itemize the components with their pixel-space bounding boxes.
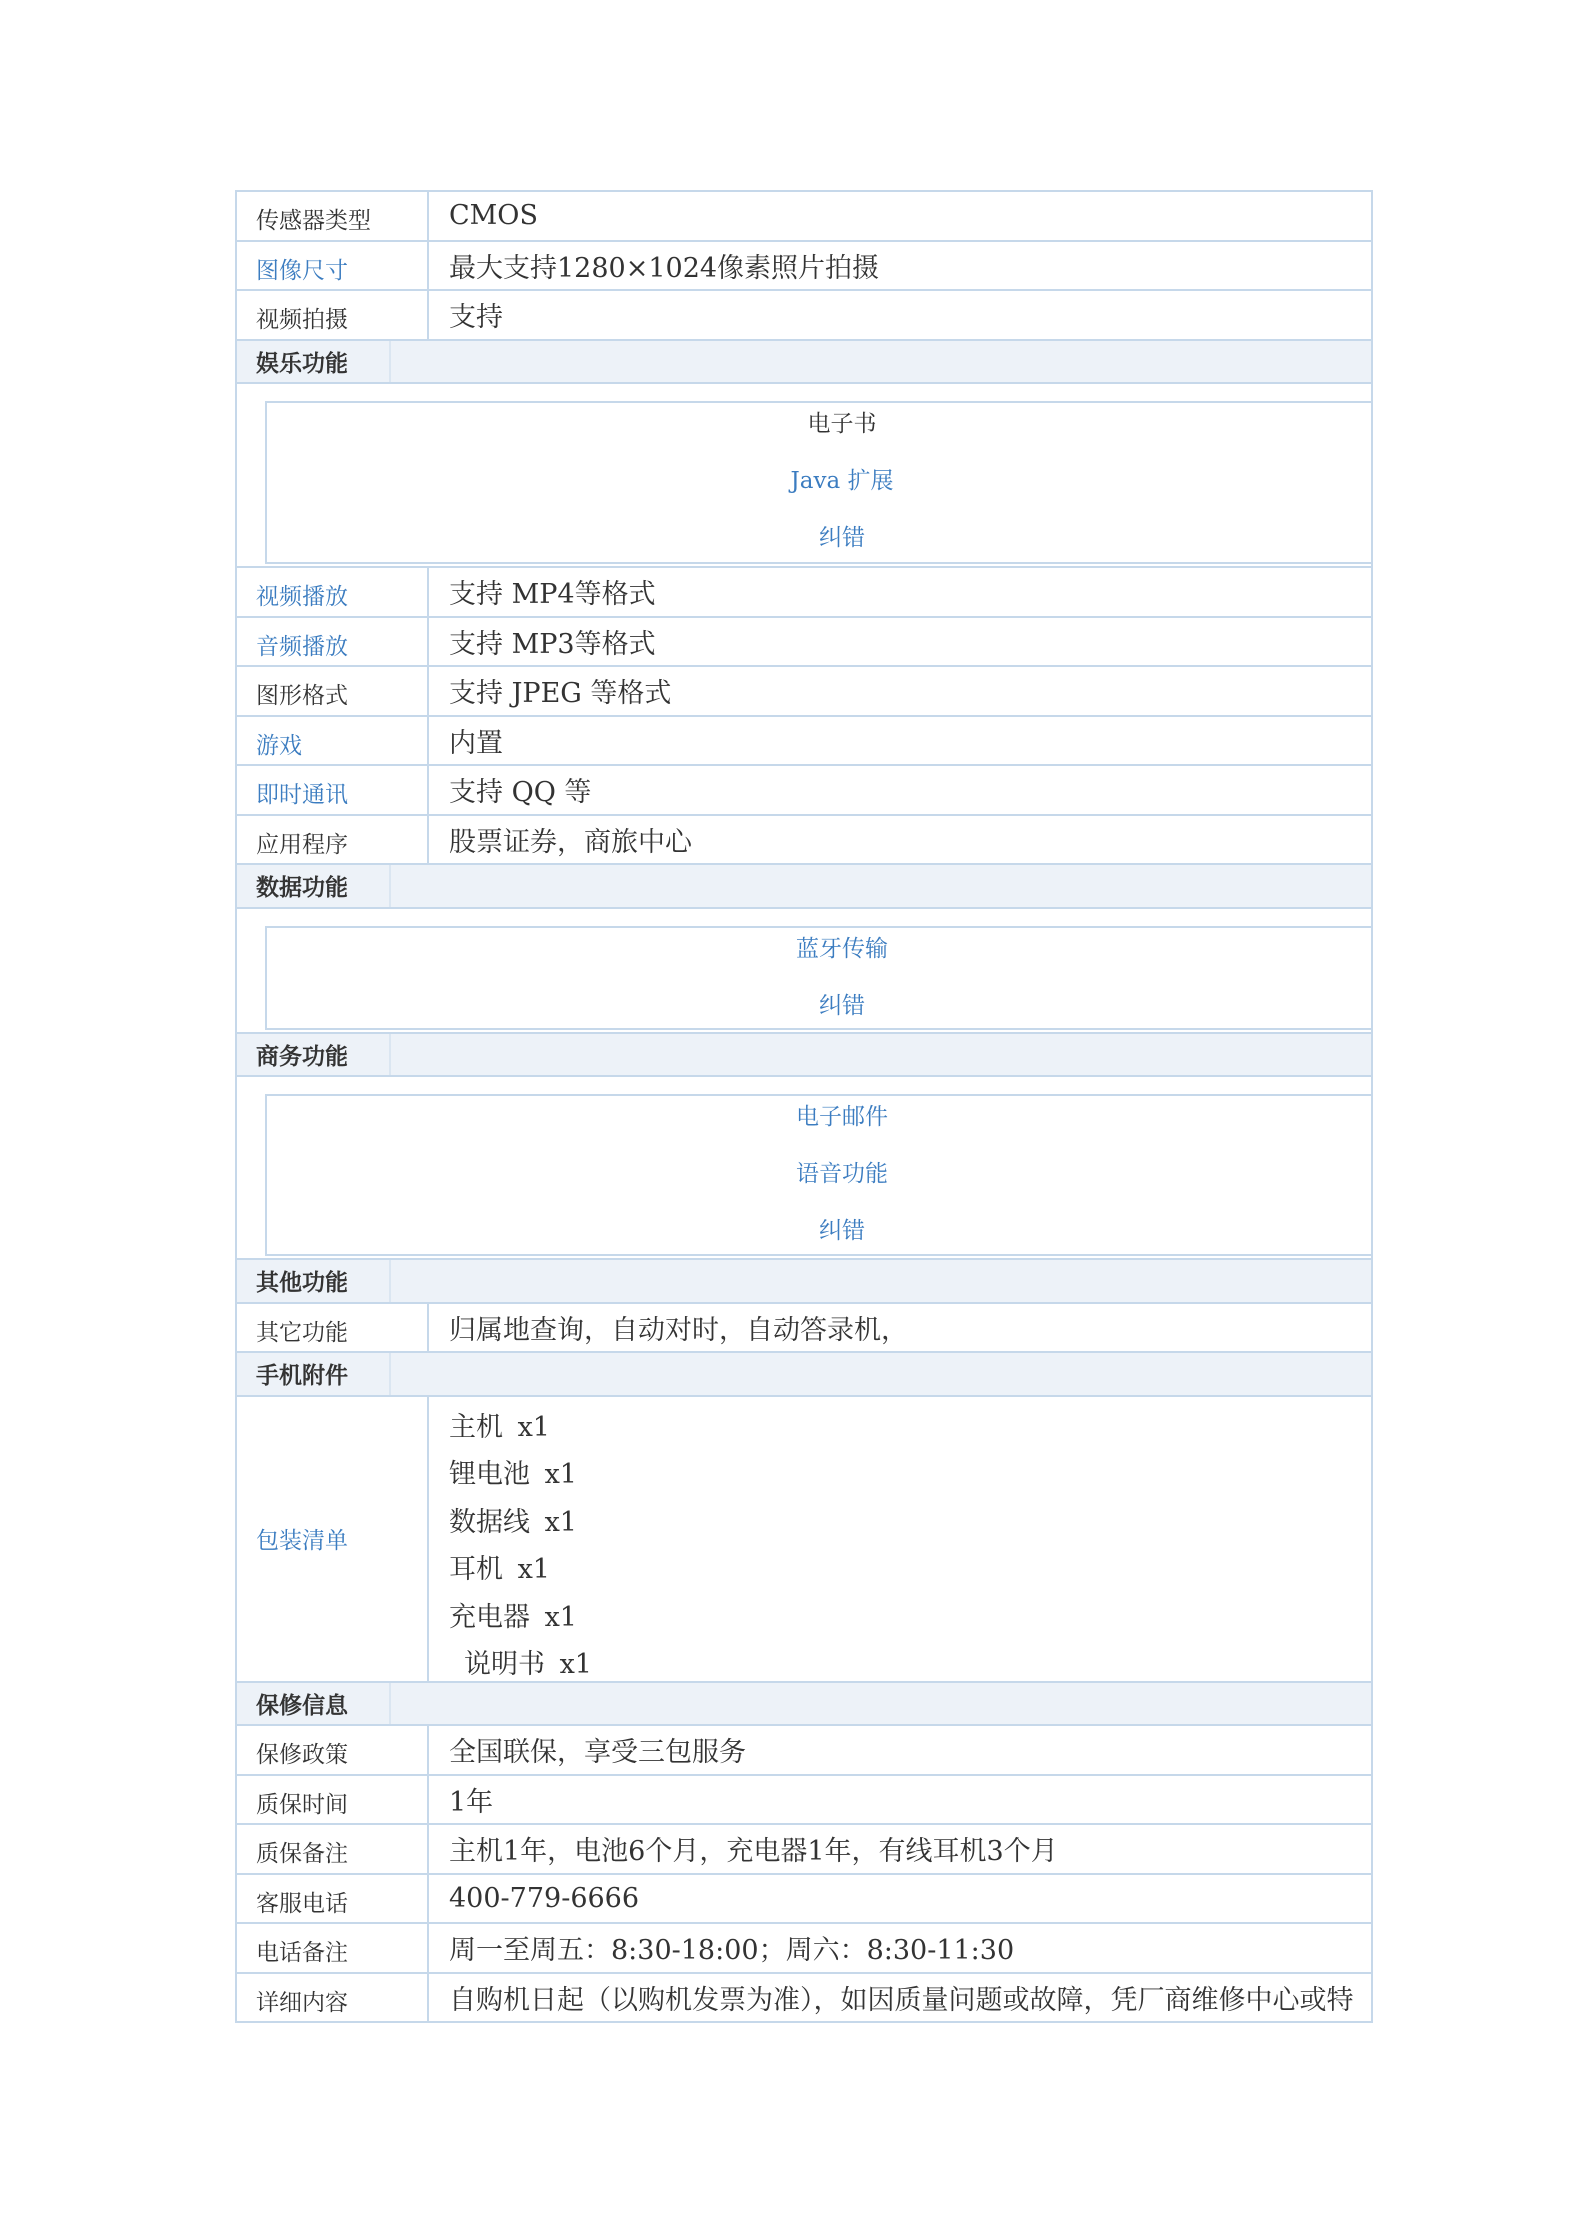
spec-row-phone-notes — [237, 1924, 1371, 1974]
spec-label: 详细内容 — [237, 1974, 429, 2022]
spec-value: 支持 JPEG 等格式 — [449, 678, 672, 710]
spec-label-link[interactable]: 视频播放 — [237, 568, 429, 616]
list-item: 充电器 x1 — [449, 1601, 577, 1633]
spec-row-instant-messaging — [237, 766, 1371, 816]
feature-link-java[interactable]: Java 扩展 — [790, 468, 894, 494]
spec-row-image-size — [237, 242, 1371, 292]
spec-row-details — [237, 1974, 1371, 2024]
spec-row-image-format — [237, 667, 1371, 717]
spec-row-video-playback — [237, 568, 1371, 618]
spec-row-warranty-policy — [237, 1726, 1371, 1776]
section-entertainment-features — [237, 384, 1371, 568]
spec-row-applications — [237, 816, 1371, 866]
spec-label: 传感器类型 — [237, 192, 429, 240]
spec-value: 支持 MP3等格式 — [449, 628, 656, 660]
spec-row-package-list — [237, 1397, 1371, 1683]
spec-label: 质保备注 — [237, 1825, 429, 1873]
spec-row-warranty-period — [237, 1776, 1371, 1826]
spec-value: 主机1年，电池6个月，充电器1年，有线耳机3个月 — [449, 1836, 1058, 1868]
feature-link-voice[interactable]: 语音功能 — [796, 1161, 888, 1187]
spec-label: 视频拍摄 — [237, 291, 429, 339]
spec-value: 支持 MP4等格式 — [449, 579, 656, 611]
spec-value: 内置 — [449, 727, 503, 759]
spec-value: 股票证券，商旅中心 — [449, 826, 692, 858]
feature-box — [265, 1094, 1371, 1256]
section-header-data — [237, 865, 1371, 909]
section-title: 娱乐功能 — [237, 341, 391, 383]
spec-value: 1年 — [449, 1786, 494, 1818]
list-item: 主机 x1 — [449, 1411, 550, 1443]
spec-row-other-features — [237, 1304, 1371, 1354]
spec-row-audio-playback — [237, 618, 1371, 668]
spec-row-sensor-type — [237, 192, 1371, 242]
spec-value: 全国联保，享受三包服务 — [449, 1737, 746, 1769]
package-list — [429, 1397, 1371, 1681]
spec-label-link[interactable]: 包装清单 — [237, 1397, 429, 1681]
section-header-accessories — [237, 1353, 1371, 1397]
spec-label-link[interactable]: 图像尺寸 — [237, 242, 429, 290]
list-item: 耳机 x1 — [449, 1554, 550, 1585]
section-title: 手机附件 — [237, 1353, 391, 1395]
spec-label: 电话备注 — [237, 1924, 429, 1972]
feature-link-bluetooth[interactable]: 蓝牙传输 — [796, 935, 888, 962]
spec-label-link[interactable]: 音频播放 — [237, 618, 429, 666]
spec-value: 400-779-6666 — [449, 1882, 640, 1914]
spec-label: 应用程序 — [237, 816, 429, 864]
spec-row-games — [237, 717, 1371, 767]
spec-label: 质保时间 — [237, 1776, 429, 1824]
spec-label: 图形格式 — [237, 667, 429, 715]
section-header-warranty — [237, 1683, 1371, 1727]
spec-label-link[interactable]: 游戏 — [237, 717, 429, 765]
correction-link[interactable]: 纠错 — [819, 1218, 865, 1244]
list-item: 锂电池 x1 — [449, 1459, 577, 1490]
spec-value: 最大支持1280×1024像素照片拍摄 — [449, 252, 880, 284]
section-title: 保修信息 — [237, 1683, 391, 1725]
spec-value: 周一至周五：8:30-18:00；周六：8:30-11:30 — [449, 1935, 1015, 1967]
spec-label: 其它功能 — [237, 1304, 429, 1352]
section-header-entertainment — [237, 341, 1371, 385]
section-business-features — [237, 1077, 1371, 1260]
spec-value: 归属地查询，自动对时，自动答录机， — [449, 1314, 908, 1346]
feature-link-email[interactable]: 电子邮件 — [796, 1104, 888, 1130]
spec-value: 支持 QQ 等 — [449, 777, 592, 809]
spec-value: 自购机日起（以购机发票为准），如因质量问题或故障，凭厂商维修中心或特 — [449, 1984, 1354, 2016]
section-title: 商务功能 — [237, 1034, 391, 1076]
spec-value: 支持 — [449, 302, 503, 334]
spec-value: CMOS — [449, 200, 538, 232]
list-item: 说明书 x1 — [464, 1649, 592, 1680]
spec-row-warranty-notes — [237, 1825, 1371, 1875]
section-title: 其他功能 — [237, 1260, 391, 1302]
section-header-other — [237, 1260, 1371, 1304]
spec-table — [235, 190, 1373, 2023]
spec-label-link[interactable]: 即时通讯 — [237, 766, 429, 814]
spec-row-service-phone — [237, 1875, 1371, 1925]
list-item: 数据线 x1 — [449, 1506, 577, 1538]
spec-label: 客服电话 — [237, 1875, 429, 1923]
section-data-features — [237, 909, 1371, 1034]
correction-link[interactable]: 纠错 — [819, 992, 865, 1019]
section-header-business — [237, 1034, 1371, 1078]
spec-row-video-capture — [237, 291, 1371, 341]
feature-box — [265, 926, 1371, 1030]
spec-label: 保修政策 — [237, 1726, 429, 1774]
feature-item-ebook: 电子书 — [807, 411, 877, 437]
section-title: 数据功能 — [237, 865, 391, 907]
correction-link[interactable]: 纠错 — [819, 525, 865, 551]
feature-box — [265, 401, 1371, 564]
